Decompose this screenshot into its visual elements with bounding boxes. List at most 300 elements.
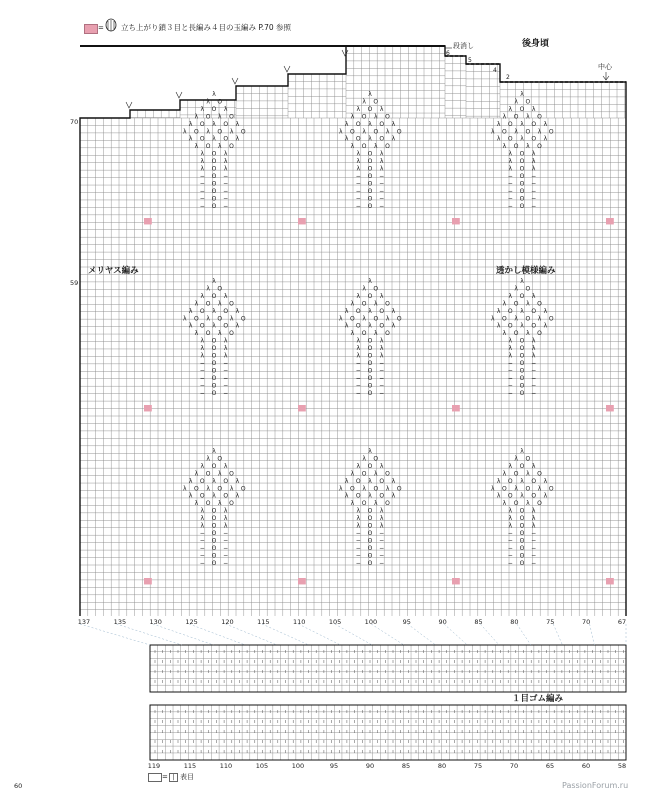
shoulder-grid-1 — [130, 110, 180, 118]
lower-axis-label-80: 80 — [437, 762, 447, 770]
lace-1-0-bobble-mark: − — [223, 382, 229, 390]
legend-swatch — [84, 24, 98, 34]
lace-2-1-mark: O — [350, 485, 355, 493]
lace-1-2-mark: O — [502, 315, 507, 323]
section-rib: １目ゴム編み — [512, 694, 564, 704]
lace-2-2-mark: O — [531, 477, 537, 485]
upper-axis-label-70: 70 — [581, 618, 591, 626]
lace-1-0-mark: λ — [223, 345, 228, 353]
lace-0-2-mark: λ — [514, 98, 518, 106]
lace-2-2-mark: λ — [531, 522, 536, 530]
lace-1-0-bobble-mark: ʘ — [211, 367, 217, 375]
lace-1-1-mark: O — [361, 300, 367, 308]
lace-2-1-mark: λ — [356, 507, 361, 515]
lace-0-0-mark: λ — [235, 120, 240, 128]
connector-line — [371, 624, 404, 645]
lace-1-1-mark: λ — [344, 307, 349, 315]
lace-0-0-bobble-mark: ʘ — [211, 172, 217, 180]
lace-1-2-mark: λ — [496, 307, 501, 315]
lace-2-0-mark: λ — [200, 515, 205, 522]
lace-2-2-bobble-mark: − — [531, 559, 537, 567]
lace-1-0-mark: λ — [212, 322, 216, 330]
lace-2-0-mark: λ — [229, 485, 234, 493]
lace-0-2-mark: O — [519, 158, 525, 166]
lace-1-2-mark: O — [537, 330, 542, 338]
lace-0-0-mark: λ — [194, 113, 199, 121]
lace-0-2-mark: O — [507, 135, 513, 143]
lace-2-0-mark: λ — [188, 492, 193, 500]
lace-1-2-bobble-mark: ʘ — [519, 359, 525, 367]
lace-1-1-mark: λ — [350, 330, 355, 338]
connector-line — [590, 624, 595, 645]
lace-1-2-mark: λ — [514, 315, 518, 323]
lower-axis-label-85: 85 — [401, 762, 411, 770]
lace-0-2-bobble-mark: ʘ — [519, 172, 525, 180]
lace-1-2-mark: O — [507, 307, 513, 315]
lace-1-2-mark: λ — [543, 307, 548, 315]
connector-line — [116, 624, 181, 645]
lace-0-1-mark: O — [385, 143, 390, 151]
lace-0-0-mark: O — [205, 143, 211, 151]
lace-0-0-mark: O — [199, 135, 205, 143]
lace-2-0-mark: λ — [194, 500, 199, 508]
lace-2-1-mark: λ — [350, 500, 355, 508]
lace-1-1-bobble-mark: ʘ — [367, 367, 373, 375]
lace-1-2-bobble-mark: ʘ — [519, 374, 525, 382]
lace-2-2-mark: λ — [508, 507, 513, 515]
bobble-square-2-3 — [606, 578, 614, 584]
lace-0-0-mark: λ — [200, 165, 205, 173]
lace-1-2-mark: O — [519, 352, 525, 360]
lace-2-0-mark: O — [211, 507, 217, 515]
lace-2-2-mark: λ — [508, 515, 513, 522]
upper-axis-label-125: 125 — [185, 618, 198, 626]
lace-0-2-mark: λ — [508, 158, 513, 166]
lace-1-2-mark: λ — [520, 307, 524, 315]
lace-1-1-mark: O — [385, 300, 390, 308]
lace-2-0-mark: O — [211, 515, 217, 522]
lace-0-2-mark: O — [502, 128, 507, 136]
lace-0-2-mark: λ — [543, 135, 548, 143]
lace-0-1-mark: O — [379, 120, 385, 128]
lace-0-1-mark: λ — [368, 135, 372, 143]
lace-1-0-mark: O — [205, 300, 211, 308]
step-number-6: 6 — [446, 50, 450, 57]
lower-axis-label-58: 58 — [617, 762, 627, 770]
lace-2-2-bobble-mark: ʘ — [519, 544, 525, 552]
lace-1-0-mark: λ — [218, 330, 222, 338]
lace-2-2-mark: λ — [526, 470, 530, 478]
lace-0-0-bobble-mark: − — [199, 180, 205, 188]
lace-2-2-mark: O — [519, 507, 525, 515]
lace-0-2-mark: λ — [496, 120, 501, 128]
lace-2-0-mark: λ — [194, 470, 199, 478]
upper-axis-label-85: 85 — [474, 618, 483, 626]
lace-1-2-mark: O — [507, 322, 513, 330]
lace-1-0-mark: O — [211, 337, 217, 345]
lace-2-2-bobble-mark: − — [507, 537, 513, 545]
lace-2-1-bobble-mark: ʘ — [367, 530, 373, 537]
lace-2-0-mark: O — [211, 522, 217, 530]
lace-0-2-mark: O — [531, 120, 537, 128]
lace-2-0-mark: O — [223, 492, 229, 500]
lace-1-2-mark: O — [513, 330, 519, 338]
lace-2-0-mark: O — [205, 500, 211, 508]
lace-0-0-bobble-mark: ʘ — [211, 195, 217, 203]
bobble-square-0-2 — [452, 218, 460, 224]
lace-0-1-bobble-mark: ʘ — [367, 172, 373, 180]
lace-2-1-bobble-mark: − — [379, 559, 385, 567]
shoulder-grid-6 — [445, 56, 466, 118]
lace-1-0-mark: O — [240, 315, 246, 323]
row-label-59: 59 — [70, 279, 79, 287]
lower-axis-label-105: 105 — [255, 762, 269, 770]
lace-0-1-mark: O — [373, 98, 379, 106]
bobble-square-0-0 — [144, 218, 152, 224]
lace-1-0-bobble-mark: ʘ — [211, 389, 217, 397]
lace-2-1-mark: O — [373, 485, 379, 493]
section-lace: 透かし模様編み — [496, 266, 556, 276]
lace-2-1-mark: λ — [368, 477, 372, 485]
lace-1-1-bobble-mark: ʘ — [367, 359, 373, 367]
lace-0-1-mark: O — [396, 128, 402, 136]
lace-0-2-bobble-mark: − — [531, 180, 537, 188]
lace-2-0-mark: λ — [218, 470, 222, 478]
lower-axis-label-110: 110 — [219, 762, 233, 770]
lace-1-2-mark: λ — [508, 292, 513, 300]
lace-1-0-mark: O — [223, 322, 229, 330]
lace-0-0-bobble-mark: − — [223, 195, 229, 203]
connector-line — [226, 624, 277, 645]
lower-axis-label-115: 115 — [183, 762, 197, 770]
lace-0-1-mark: O — [373, 128, 379, 136]
lace-1-2-mark: λ — [537, 315, 542, 323]
lace-0-0-mark: O — [211, 158, 217, 166]
lace-2-0-mark: λ — [223, 507, 228, 515]
lace-2-0-mark: O — [229, 470, 234, 478]
bobble-square-0-3 — [606, 218, 614, 224]
lace-0-0-mark: O — [199, 120, 205, 128]
lace-1-2-mark: λ — [496, 322, 501, 330]
shoulder-grid-4 — [288, 74, 346, 118]
lace-1-0-mark: λ — [223, 352, 228, 360]
lace-0-0-bobble-mark: − — [199, 172, 205, 180]
lace-2-1-mark: λ — [356, 462, 361, 470]
lace-2-2-bobble-mark: − — [507, 544, 513, 552]
lace-0-1-mark: λ — [391, 120, 396, 128]
lace-0-1-bobble-mark: − — [379, 180, 385, 188]
lace-2-0-bobble-mark: − — [223, 544, 229, 552]
lace-2-2-bobble-mark: − — [531, 530, 537, 537]
lace-1-1-mark: λ — [379, 292, 384, 300]
lace-2-2-mark: O — [513, 500, 519, 508]
lace-1-2-mark: λ — [531, 292, 536, 300]
decrease-mark-2 — [232, 78, 238, 84]
lace-2-1-mark: λ — [379, 522, 384, 530]
lace-1-0-mark: λ — [183, 315, 187, 323]
lace-0-0-mark: O — [205, 113, 211, 121]
lace-0-0-mark: λ — [218, 113, 222, 121]
lace-0-0-bobble-mark: − — [199, 187, 205, 195]
upper-axis-label-110: 110 — [292, 618, 306, 626]
lace-2-2-bobble-mark: ʘ — [519, 559, 525, 567]
lace-1-2-bobble-mark: ʘ — [519, 382, 525, 390]
lace-1-2-bobble-mark: − — [531, 359, 537, 367]
lace-2-0-bobble-mark: − — [199, 552, 205, 560]
lace-1-1-bobble-mark: − — [379, 382, 385, 390]
lace-1-2-bobble-mark: ʘ — [519, 367, 525, 375]
lace-0-2-mark: λ — [520, 120, 524, 128]
connector-line — [298, 624, 340, 645]
lace-2-2-mark: O — [537, 470, 542, 478]
lace-0-2-bobble-mark: − — [531, 202, 537, 210]
lace-2-1-mark: λ — [339, 485, 343, 493]
lace-1-0-mark: λ — [229, 315, 234, 323]
lace-0-1-bobble-mark: − — [355, 180, 361, 188]
lace-1-0-mark: λ — [218, 300, 222, 308]
lace-0-0-mark: λ — [223, 158, 228, 166]
lace-1-1-mark: O — [367, 337, 373, 345]
lace-1-1-bobble-mark: ʘ — [367, 374, 373, 382]
lace-1-0-mark: λ — [212, 307, 216, 315]
lace-0-0-mark: λ — [223, 150, 228, 158]
lace-1-1-mark: O — [367, 352, 373, 360]
lace-0-1-mark: O — [385, 113, 390, 121]
lace-2-1-bobble-mark: − — [355, 530, 361, 537]
lace-0-2-bobble-mark: − — [507, 187, 513, 195]
lower-axis-label-119: 119 — [147, 762, 161, 770]
lace-2-1-mark: O — [367, 507, 373, 515]
lace-0-1-mark: λ — [379, 158, 384, 166]
lace-1-0-mark: O — [211, 292, 217, 300]
lace-2-2-mark: O — [513, 470, 519, 478]
lace-0-1-mark: λ — [368, 120, 372, 128]
lace-2-2-mark: O — [525, 455, 531, 463]
lace-0-2-mark: O — [519, 150, 525, 158]
lace-2-2-mark: O — [507, 477, 513, 485]
step-number-4: 4 — [493, 67, 497, 74]
lace-1-1-bobble-mark: − — [379, 367, 385, 375]
lace-2-2-mark: O — [519, 515, 525, 522]
lace-1-0-mark: λ — [235, 307, 240, 315]
lace-0-0-mark: O — [223, 135, 229, 143]
lace-1-0-mark: λ — [206, 315, 210, 323]
lace-0-2-mark: λ — [502, 113, 507, 121]
lace-1-2-mark: λ — [543, 322, 548, 330]
bobble-square-1-1 — [298, 405, 306, 411]
lace-1-1-mark: λ — [350, 300, 355, 308]
lace-1-1-mark: λ — [368, 278, 372, 285]
lace-1-1-bobble-mark: − — [355, 367, 361, 375]
lace-1-2-mark: O — [531, 307, 537, 315]
lace-2-0-mark: λ — [235, 477, 240, 485]
lace-2-0-bobble-mark: − — [223, 530, 229, 537]
lace-1-1-mark: λ — [374, 300, 378, 308]
lace-2-0-mark: O — [217, 485, 223, 493]
lace-2-1-bobble-mark: − — [379, 544, 385, 552]
lace-2-1-mark: λ — [379, 507, 384, 515]
lace-2-2-bobble-mark: − — [531, 544, 537, 552]
connector-line — [480, 624, 499, 645]
lace-2-0-bobble-mark: ʘ — [211, 537, 217, 545]
lace-0-2-bobble-mark: − — [531, 172, 537, 180]
lace-1-0-mark: λ — [188, 307, 193, 315]
lace-1-2-mark: O — [519, 292, 525, 300]
lace-2-1-mark: O — [373, 455, 379, 463]
lace-0-0-mark: O — [229, 143, 234, 151]
center-arrow — [603, 72, 609, 80]
lace-0-0-mark: λ — [223, 105, 228, 113]
lace-1-1-bobble-mark: − — [379, 389, 385, 397]
lace-1-0-mark: O — [199, 322, 205, 330]
connector-line — [553, 624, 562, 645]
lace-1-2-mark: O — [531, 322, 537, 330]
lace-2-2-mark: λ — [508, 522, 513, 530]
lace-1-0-bobble-mark: − — [223, 367, 229, 375]
lace-2-0-bobble-mark: − — [199, 544, 205, 552]
lace-0-1-mark: O — [361, 113, 367, 121]
lace-0-1-mark: λ — [374, 143, 378, 151]
lace-0-2-mark: O — [548, 128, 554, 136]
lace-1-1-mark: λ — [374, 330, 378, 338]
lace-0-2-mark: λ — [520, 91, 524, 98]
lace-0-1-mark: λ — [356, 105, 361, 113]
lace-0-1-mark: λ — [379, 105, 384, 113]
lace-0-0-mark: O — [223, 120, 229, 128]
lace-0-2-mark: λ — [496, 135, 501, 143]
lace-0-0-bobble-mark: ʘ — [211, 202, 217, 210]
lace-0-2-bobble-mark: ʘ — [519, 195, 525, 203]
lace-0-0-bobble-mark: − — [223, 202, 229, 210]
lace-0-1-bobble-mark: − — [355, 195, 361, 203]
connector-line — [262, 624, 309, 645]
lace-1-1-bobble-mark: ʘ — [367, 389, 373, 397]
lower-axis-label-90: 90 — [365, 762, 375, 770]
lace-1-1-mark: O — [367, 345, 373, 353]
lace-2-2-mark: λ — [491, 485, 495, 493]
lace-0-1-mark: λ — [344, 120, 349, 128]
lace-2-0-mark: λ — [183, 485, 187, 493]
connector-line — [517, 624, 531, 645]
lace-2-1-mark: O — [355, 477, 361, 485]
stitch-note: 段消し — [453, 42, 474, 50]
lace-2-2-mark: O — [531, 492, 537, 500]
watermark: PassionForum.ru — [562, 781, 629, 790]
lace-2-2-mark: O — [502, 485, 507, 493]
lace-2-2-mark: λ — [514, 455, 518, 463]
legend-note: 立ち上がり鎖３目と長編み４目の玉編み P.70 参照 — [121, 23, 292, 32]
connector-line — [80, 624, 150, 645]
lace-1-0-mark: O — [217, 285, 223, 293]
lace-2-2-mark: λ — [520, 448, 524, 455]
shoulder-grid-5 — [346, 46, 445, 121]
lace-0-2-mark: λ — [531, 150, 536, 158]
lace-0-2-mark: λ — [502, 143, 507, 151]
lace-0-2-mark: λ — [543, 120, 548, 128]
lace-1-0-mark: λ — [200, 352, 205, 360]
rib-grid-upper — [150, 645, 626, 692]
lace-1-1-mark: λ — [339, 315, 343, 323]
lace-2-2-mark: λ — [531, 515, 536, 522]
bobble-square-1-2 — [452, 405, 460, 411]
lace-1-0-bobble-mark: ʘ — [211, 359, 217, 367]
bobble-square-1-3 — [606, 405, 614, 411]
lace-0-0-bobble-mark: − — [199, 195, 205, 203]
lace-1-2-bobble-mark: − — [531, 374, 537, 382]
lace-1-1-mark: O — [361, 330, 367, 338]
lace-2-1-bobble-mark: − — [355, 537, 361, 545]
lace-0-2-mark: λ — [537, 128, 542, 136]
lace-0-1-mark: O — [367, 165, 373, 173]
lace-1-2-mark: λ — [531, 352, 536, 360]
lace-1-0-mark: λ — [235, 322, 240, 330]
lace-1-0-mark: O — [199, 307, 205, 315]
lace-0-0-mark: λ — [200, 158, 205, 166]
lace-0-1-mark: λ — [385, 128, 390, 136]
lace-0-2-mark: λ — [508, 165, 513, 173]
lace-1-0-bobble-mark: − — [223, 359, 229, 367]
connector-line — [444, 624, 467, 645]
connector-line — [335, 624, 372, 645]
lace-2-0-mark: λ — [212, 477, 216, 485]
lace-2-0-bobble-mark: ʘ — [211, 530, 217, 537]
lace-1-0-bobble-mark: ʘ — [211, 374, 217, 382]
lace-1-2-bobble-mark: − — [531, 367, 537, 375]
lace-2-2-mark: λ — [502, 470, 507, 478]
lace-2-2-mark: λ — [502, 500, 507, 508]
lace-2-1-mark: O — [379, 492, 385, 500]
lace-1-0-bobble-mark: − — [199, 374, 205, 382]
row-label-70: 70 — [70, 118, 79, 126]
lace-2-2-mark: O — [519, 522, 525, 530]
chart-title: 後身頃 — [522, 39, 550, 49]
lace-0-1-bobble-mark: − — [355, 172, 361, 180]
lace-0-1-bobble-mark: − — [355, 187, 361, 195]
connector-line — [408, 624, 436, 645]
lace-1-1-bobble-mark: − — [379, 374, 385, 382]
lace-2-1-mark: O — [367, 515, 373, 522]
lace-1-1-mark: λ — [356, 292, 361, 300]
lace-1-1-mark: λ — [356, 337, 361, 345]
lace-2-0-bobble-mark: ʘ — [211, 544, 217, 552]
lace-1-2-mark: λ — [508, 345, 513, 353]
lace-0-0-mark: λ — [229, 128, 234, 136]
lace-2-1-mark: λ — [368, 448, 372, 455]
lace-0-0-bobble-mark: − — [199, 202, 205, 210]
lace-1-2-mark: λ — [508, 337, 513, 345]
lace-2-0-bobble-mark: − — [223, 559, 229, 567]
lace-0-1-bobble-mark: − — [379, 172, 385, 180]
lace-2-1-bobble-mark: − — [379, 530, 385, 537]
lace-2-2-mark: λ — [496, 477, 501, 485]
lace-1-0-mark: O — [229, 300, 234, 308]
lace-1-2-mark: O — [519, 345, 525, 353]
lace-2-1-mark: λ — [391, 492, 396, 500]
lace-1-2-bobble-mark: − — [507, 367, 513, 375]
lace-1-0-mark: λ — [200, 337, 205, 345]
center-label: 中心 — [598, 63, 612, 71]
step-number-2: 2 — [506, 74, 510, 81]
lace-1-0-mark: O — [223, 307, 229, 315]
lace-0-1-mark: O — [361, 143, 367, 151]
lace-0-0-mark: O — [194, 128, 199, 136]
lace-0-2-mark: O — [513, 113, 519, 121]
lace-2-2-mark: λ — [514, 485, 518, 493]
lace-2-1-mark: O — [367, 462, 373, 470]
lace-2-1-mark: λ — [391, 477, 396, 485]
lace-1-0-mark: O — [194, 315, 199, 323]
lace-0-0-mark: λ — [206, 98, 210, 106]
